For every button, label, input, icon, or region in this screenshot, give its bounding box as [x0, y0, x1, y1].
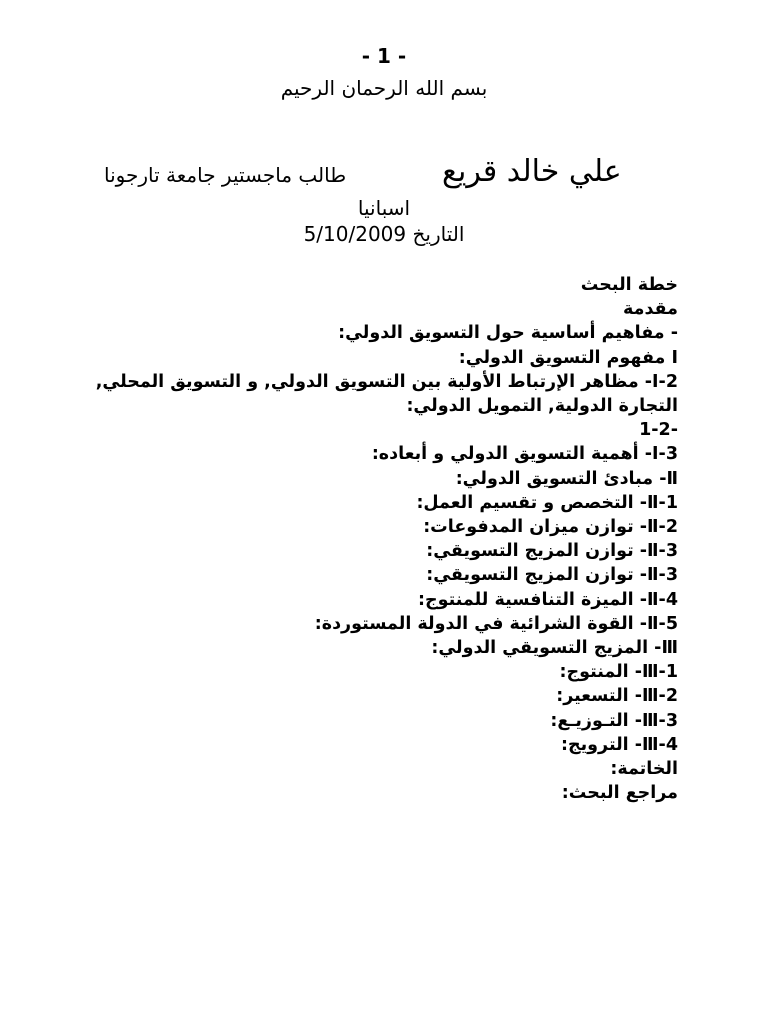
outline-item: Ⅲ-4- الترويج: [561, 734, 678, 755]
author-description: طالب ماجستير جامعة تارجونا [104, 163, 347, 187]
outline-item: Ⅲ-2- التسعير: [556, 686, 678, 707]
outline-item: Ⅱ-3- توازن المزيج التسويقي: [426, 541, 678, 562]
outline-item: مقدمة [623, 299, 678, 320]
outline-item: Ⅱ-1- التخصص و تقسيم العمل: [416, 492, 678, 513]
outline-item: مراجع البحث: [561, 783, 678, 804]
author-country: اسبانيا [357, 196, 411, 220]
outline-item: Ⅱ-3- توازن المزيج التسويقي: [426, 565, 678, 586]
outline-item: Ⅱ- مبادئ التسويق الدولي: [455, 468, 678, 489]
outline-item: - مفاهيم أساسية حول التسويق الدولي: [338, 323, 678, 344]
outline-item: Ⅰ مفهوم التسويق الدولي: [458, 347, 678, 368]
document-date: التاريخ 5/10/2009 [303, 222, 465, 246]
basmala-heading: بسم الله الرحمان الرحيم [280, 76, 488, 100]
outline-item: Ⅲ-1- المنتوج: [559, 662, 678, 683]
outline-title: خطة البحث [580, 275, 678, 295]
outline-item: Ⅰ-3- أهمية التسويق الدولي و أبعاده: [371, 444, 678, 465]
outline-item: الخاتمة: [610, 759, 678, 780]
author-name: علي خالد قريع [442, 154, 622, 189]
outline-item: Ⅱ-2- توازن ميزان المدفوعات: [423, 517, 678, 538]
outline-item: Ⅱ-4- الميزة التنافسية للمنتوج: [418, 589, 678, 610]
outline-item: Ⅰ-2- مظاهر الإرتباط الأولية بين التسويق الدولي, و التسويق المحلي, التجارة الدولية, التمويل الدولي: [95, 371, 678, 417]
page-number: - 1 - [361, 44, 407, 68]
outline-item: -1-2 [639, 420, 678, 441]
outline-item: Ⅲ-3- التـوزيـع: [550, 710, 678, 731]
outline-item: Ⅱ-5- القوة الشرائية في الدولة المستوردة: [314, 613, 678, 634]
research-outline [70, 273, 678, 805]
outline-item: Ⅲ- المزيج التسويقي الدولي: [431, 638, 678, 659]
